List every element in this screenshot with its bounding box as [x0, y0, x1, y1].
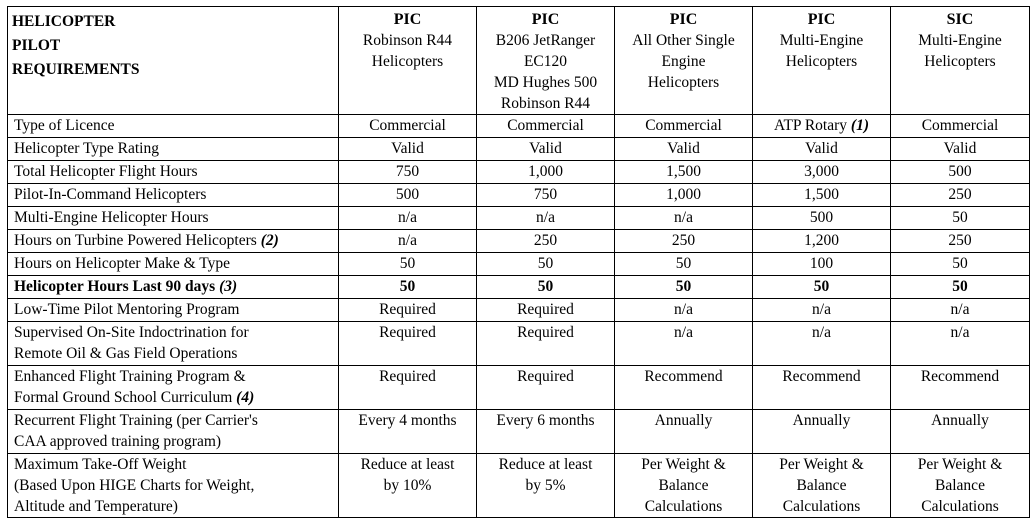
table-row [8, 299, 1030, 322]
value-text: Valid [667, 140, 700, 157]
value-cell [753, 322, 891, 366]
header-row [8, 7, 1030, 115]
value-cell [615, 115, 753, 138]
row-label [8, 115, 339, 138]
row-label [8, 161, 339, 184]
value-cell [891, 138, 1030, 161]
value-cell [339, 161, 477, 184]
value-cell [753, 207, 891, 230]
value-cell [891, 161, 1030, 184]
value-text: 3,000 [804, 163, 839, 180]
value-cell [891, 366, 1030, 410]
title-line: HELICOPTER [12, 13, 116, 30]
column-rank: PIC [807, 11, 836, 28]
row-label-text: Hours on Helicopter Make & Type [14, 255, 231, 272]
value-text: Commercial [921, 117, 999, 134]
column-aircraft: B206 JetRanger EC120 MD Hughes 500 Robinson R44 [493, 32, 598, 112]
value-cell [615, 184, 753, 207]
value-text: n/a [674, 209, 693, 226]
value-cell [891, 207, 1030, 230]
value-cell [891, 253, 1030, 276]
value-text: 50 [675, 255, 692, 272]
row-label [8, 299, 339, 322]
value-text: Required [517, 368, 574, 385]
column-aircraft: All Other Single Engine Helicopters [632, 32, 735, 91]
value-cell [477, 161, 615, 184]
column-rank: PIC [669, 11, 698, 28]
value-text: Valid [943, 140, 977, 157]
column-aircraft: Multi-Engine Helicopters [918, 32, 1002, 70]
value-text: 500 [395, 186, 420, 203]
value-text: n/a [536, 209, 555, 226]
value-text: 500 [948, 163, 972, 180]
value-cell [615, 366, 753, 410]
value-cell [477, 253, 615, 276]
value-cell [615, 276, 753, 299]
column-header [477, 7, 615, 115]
value-text: 750 [395, 163, 420, 180]
value-cell [615, 207, 753, 230]
value-text: 250 [948, 186, 972, 203]
value-cell [477, 299, 615, 322]
table-row [8, 138, 1030, 161]
value-cell [339, 253, 477, 276]
value-text: Required [379, 301, 436, 318]
value-cell [753, 138, 891, 161]
value-cell [615, 138, 753, 161]
row-label-text: Multi-Engine Helicopter Hours [14, 209, 209, 226]
table-row [8, 115, 1030, 138]
value-cell [891, 115, 1030, 138]
value-cell [339, 322, 477, 366]
title-line: REQUIREMENTS [12, 61, 140, 78]
column-header [891, 7, 1030, 115]
value-text: 50 [537, 278, 554, 295]
value-cell [477, 115, 615, 138]
value-cell [753, 410, 891, 454]
value-cell [615, 454, 753, 518]
table-row [8, 230, 1030, 253]
value-text: 50 [952, 255, 968, 272]
value-text: Recommend [782, 368, 861, 385]
value-text: n/a [812, 301, 831, 318]
row-label [8, 253, 339, 276]
value-cell [753, 115, 891, 138]
table-row [8, 366, 1030, 410]
table-row [8, 454, 1030, 518]
value-text: 50 [952, 278, 968, 295]
value-text: Reduce at least by 5% [498, 456, 593, 494]
value-text: 50 [952, 209, 968, 226]
value-cell [891, 230, 1030, 253]
row-label-text: Total Helicopter Flight Hours [14, 163, 198, 180]
row-label-text: Type of Licence [14, 117, 115, 134]
column-rank: PIC [531, 11, 560, 28]
value-cell [753, 454, 891, 518]
row-label [8, 366, 339, 410]
value-text: Commercial [645, 117, 722, 134]
footnote-ref: (3) [219, 278, 238, 295]
value-text: 50 [675, 278, 692, 295]
value-text: 50 [813, 278, 830, 295]
row-label-text: Recurrent Flight Training (per Carrier's CAA approved training program) [14, 412, 258, 450]
table-row [8, 410, 1030, 454]
value-cell [339, 299, 477, 322]
row-label [8, 230, 339, 253]
value-cell [891, 184, 1030, 207]
row-label [8, 207, 339, 230]
value-text: ATP Rotary [773, 117, 848, 134]
value-cell [615, 410, 753, 454]
column-header [339, 7, 477, 115]
row-label [8, 184, 339, 207]
value-text: 500 [809, 209, 834, 226]
value-text: Commercial [369, 117, 446, 134]
column-rank: PIC [393, 11, 422, 28]
value-text: Reduce at least by 10% [360, 456, 455, 494]
value-cell [339, 276, 477, 299]
value-text: n/a [674, 324, 693, 341]
value-text: Per Weight & Balance Calculations [779, 456, 864, 515]
row-label [8, 410, 339, 454]
column-aircraft: Multi-Engine Helicopters [779, 32, 864, 70]
value-cell [753, 253, 891, 276]
value-text: Every 4 months [358, 412, 457, 429]
value-cell [753, 161, 891, 184]
value-cell [891, 410, 1030, 454]
value-text: Required [517, 324, 574, 341]
title-line: PILOT [12, 37, 61, 54]
value-text: Valid [805, 140, 838, 157]
value-text: n/a [950, 324, 970, 341]
value-text: Annually [931, 412, 989, 429]
table-row [8, 253, 1030, 276]
value-text: 250 [533, 232, 558, 249]
value-text: n/a [674, 301, 693, 318]
value-cell [615, 322, 753, 366]
value-cell [477, 454, 615, 518]
row-label-text: Pilot-In-Command Helicopters [14, 186, 207, 203]
value-text: 1,500 [804, 186, 839, 203]
value-text: Recommend [920, 368, 1000, 385]
value-cell [615, 253, 753, 276]
value-cell [753, 299, 891, 322]
value-text: n/a [398, 209, 417, 226]
value-cell [891, 322, 1030, 366]
value-cell [339, 366, 477, 410]
value-cell [615, 230, 753, 253]
value-text: n/a [812, 324, 831, 341]
table-title [8, 7, 339, 115]
row-label [8, 276, 339, 299]
value-cell [891, 454, 1030, 518]
pilot-requirements-table [7, 6, 1030, 518]
value-cell [753, 230, 891, 253]
row-label [8, 322, 339, 366]
value-text: 250 [948, 232, 972, 249]
value-cell [477, 410, 615, 454]
value-text: 250 [671, 232, 696, 249]
value-cell [477, 207, 615, 230]
column-rank: SIC [946, 11, 974, 28]
table-row [8, 207, 1030, 230]
row-label [8, 138, 339, 161]
value-text: Valid [391, 140, 424, 157]
value-text: Every 6 months [496, 412, 595, 429]
value-cell [339, 184, 477, 207]
row-label-text: Supervised On-Site Indoctrination for Remote Oil & Gas Field Operations [14, 324, 249, 362]
value-cell [753, 366, 891, 410]
value-text: 1,000 [528, 163, 563, 180]
table-row [8, 161, 1030, 184]
column-aircraft: Robinson R44 Helicopters [362, 32, 453, 70]
column-header [615, 7, 753, 115]
value-text: Per Weight & Balance Calculations [641, 456, 726, 515]
value-cell [753, 276, 891, 299]
value-cell [477, 184, 615, 207]
value-cell [477, 322, 615, 366]
value-cell [477, 230, 615, 253]
value-text: Annually [654, 412, 713, 429]
value-cell [339, 138, 477, 161]
value-cell [477, 276, 615, 299]
table-row [8, 276, 1030, 299]
value-text: 50 [399, 278, 416, 295]
value-cell [891, 276, 1030, 299]
value-text: n/a [398, 232, 417, 249]
value-cell [615, 161, 753, 184]
value-text: 100 [809, 255, 834, 272]
column-header [753, 7, 891, 115]
value-text: Commercial [507, 117, 584, 134]
value-text: 50 [537, 255, 554, 272]
value-text: 1,000 [666, 186, 701, 203]
value-text: 50 [399, 255, 416, 272]
row-label-text: Enhanced Flight Training Program & Formal Ground School Curriculum [14, 368, 246, 406]
footnote-ref: (4) [236, 389, 255, 406]
value-cell [339, 230, 477, 253]
row-label-text: Low-Time Pilot Mentoring Program [14, 301, 240, 318]
row-label-text: Maximum Take-Off Weight (Based Upon HIGE Charts for Weight, Altitude and Temperature) [14, 456, 255, 515]
value-cell [477, 138, 615, 161]
value-cell [753, 184, 891, 207]
row-label-text: Hours on Turbine Powered Helicopters [14, 232, 257, 249]
value-text: Required [517, 301, 574, 318]
footnote-ref: (1) [850, 117, 869, 134]
value-cell [339, 207, 477, 230]
row-label-text: Helicopter Type Rating [14, 140, 159, 157]
value-cell [477, 366, 615, 410]
value-text: Annually [792, 412, 851, 429]
value-text: n/a [950, 301, 970, 318]
value-text: 1,500 [666, 163, 701, 180]
value-cell [339, 115, 477, 138]
value-cell [891, 299, 1030, 322]
value-text: Valid [529, 140, 562, 157]
row-label [8, 454, 339, 518]
table-row [8, 322, 1030, 366]
table-row [8, 184, 1030, 207]
value-text: Recommend [644, 368, 723, 385]
value-cell [339, 454, 477, 518]
value-text: Per Weight & Balance Calculations [917, 456, 1003, 515]
value-text: 1,200 [804, 232, 839, 249]
value-text: 750 [533, 186, 558, 203]
value-text: Required [379, 324, 436, 341]
value-cell [339, 410, 477, 454]
footnote-ref: (2) [260, 232, 279, 249]
value-text: Required [379, 368, 436, 385]
row-label-text: Helicopter Hours Last 90 days [14, 278, 216, 295]
value-cell [615, 299, 753, 322]
